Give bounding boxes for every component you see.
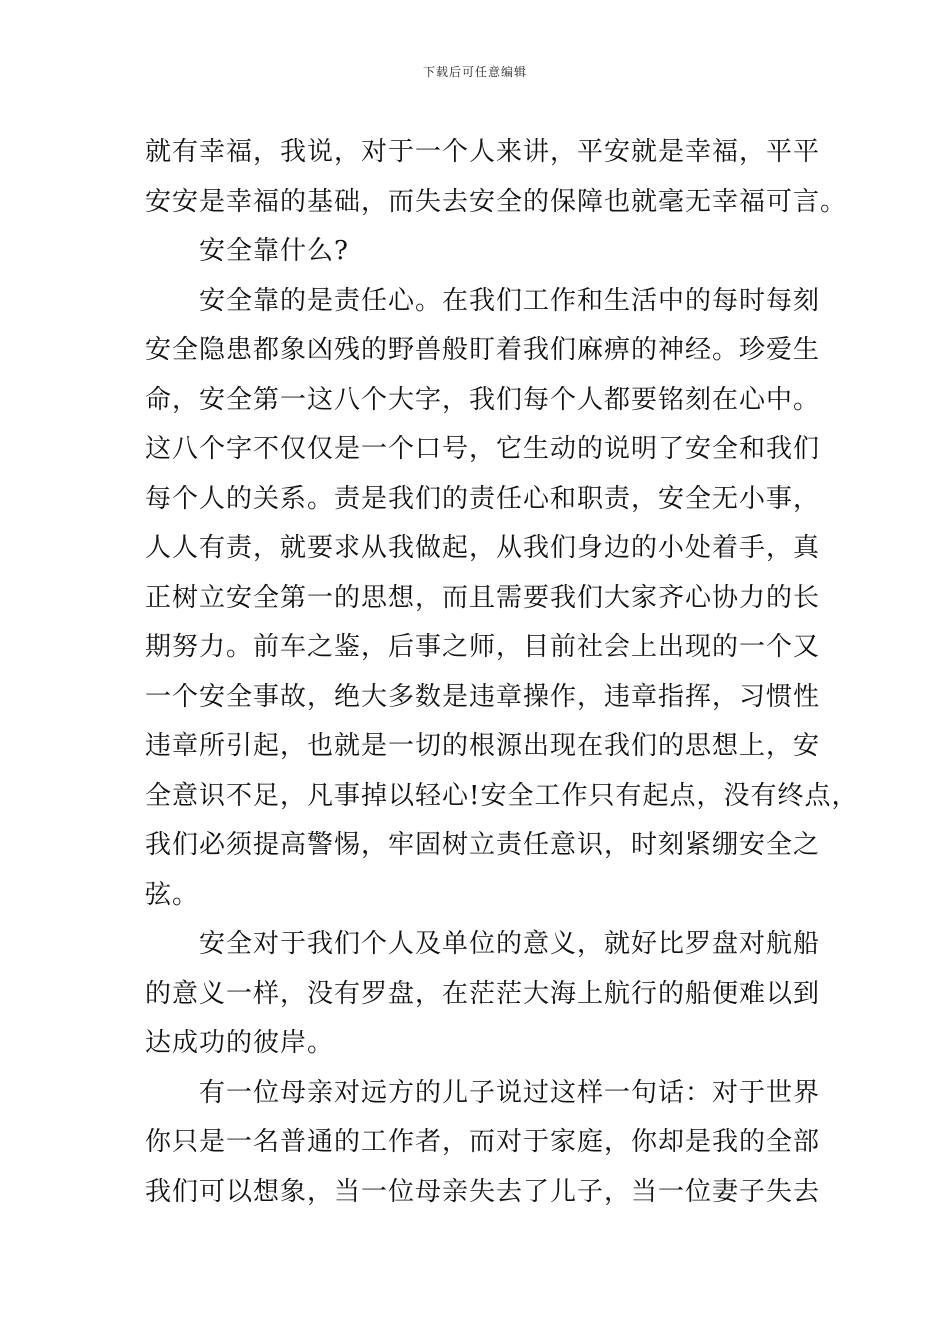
text-line: 一个安全事故，绝大多数是违章操作，违章指挥，习惯性 [145, 681, 821, 712]
text-line: 命，安全第一这八个大字，我们每个人都要铭刻在心中。 [145, 384, 821, 415]
page-header: 下载后可任意编辑 [422, 65, 527, 79]
text-line: 你只是一名普通的工作者，而对于家庭，你却是我的全部 [145, 1127, 821, 1157]
text-line: 这八个字不仅仅是一个口号，它生动的说明了安全和我们 [145, 434, 821, 464]
paragraph-heading: 安全靠什么? [199, 236, 349, 266]
text-line: 期努力。前车之鉴，后事之师，目前社会上出现的一个又 [145, 632, 821, 662]
text-line: 违章所引起，也就是一切的根源出现在我们的思想上，安 [145, 731, 821, 761]
text-line: 正树立安全第一的思想，而且需要我们大家齐心协力的长 [145, 582, 821, 613]
text-line: 安全隐患都象凶残的野兽般盯着我们麻痹的神经。珍爱生 [145, 335, 821, 365]
text-line: 安全对于我们个人及单位的意义，就好比罗盘对航船 [199, 929, 821, 959]
text-line: 弦。 [145, 879, 200, 910]
text-line: 就有幸福，我说，对于一个人来讲，平安就是幸福，平平 [145, 137, 821, 167]
text-line: 达成功的彼岸。 [145, 1028, 335, 1058]
text-line: 每个人的关系。责是我们的责任心和职责，安全无小事， [145, 483, 821, 514]
body-text [145, 128, 859, 1217]
text-line: 我们可以想象，当一位母亲失去了儿子，当一位妻子失去 [145, 1176, 821, 1207]
text-line: 安全靠的是责任心。在我们工作和生活中的每时每刻 [199, 285, 821, 316]
text-line: 全意识不足，凡事掉以轻心!安全工作只有起点，没有终点， [145, 780, 859, 811]
text-line: 有一位母亲对远方的儿子说过这样一句话：对于世界 [199, 1077, 821, 1108]
text-line: 人人有责，就要求从我做起，从我们身边的小处着手，真 [145, 533, 821, 563]
text-line: 的意义一样，没有罗盘，在茫茫大海上航行的船便难以到 [145, 978, 821, 1009]
text-line: 安安是幸福的基础，而失去安全的保障也就毫无幸福可言。 [145, 186, 848, 217]
text-line: 我们必须提高警惕，牢固树立责任意识，时刻紧绷安全之 [145, 830, 821, 860]
